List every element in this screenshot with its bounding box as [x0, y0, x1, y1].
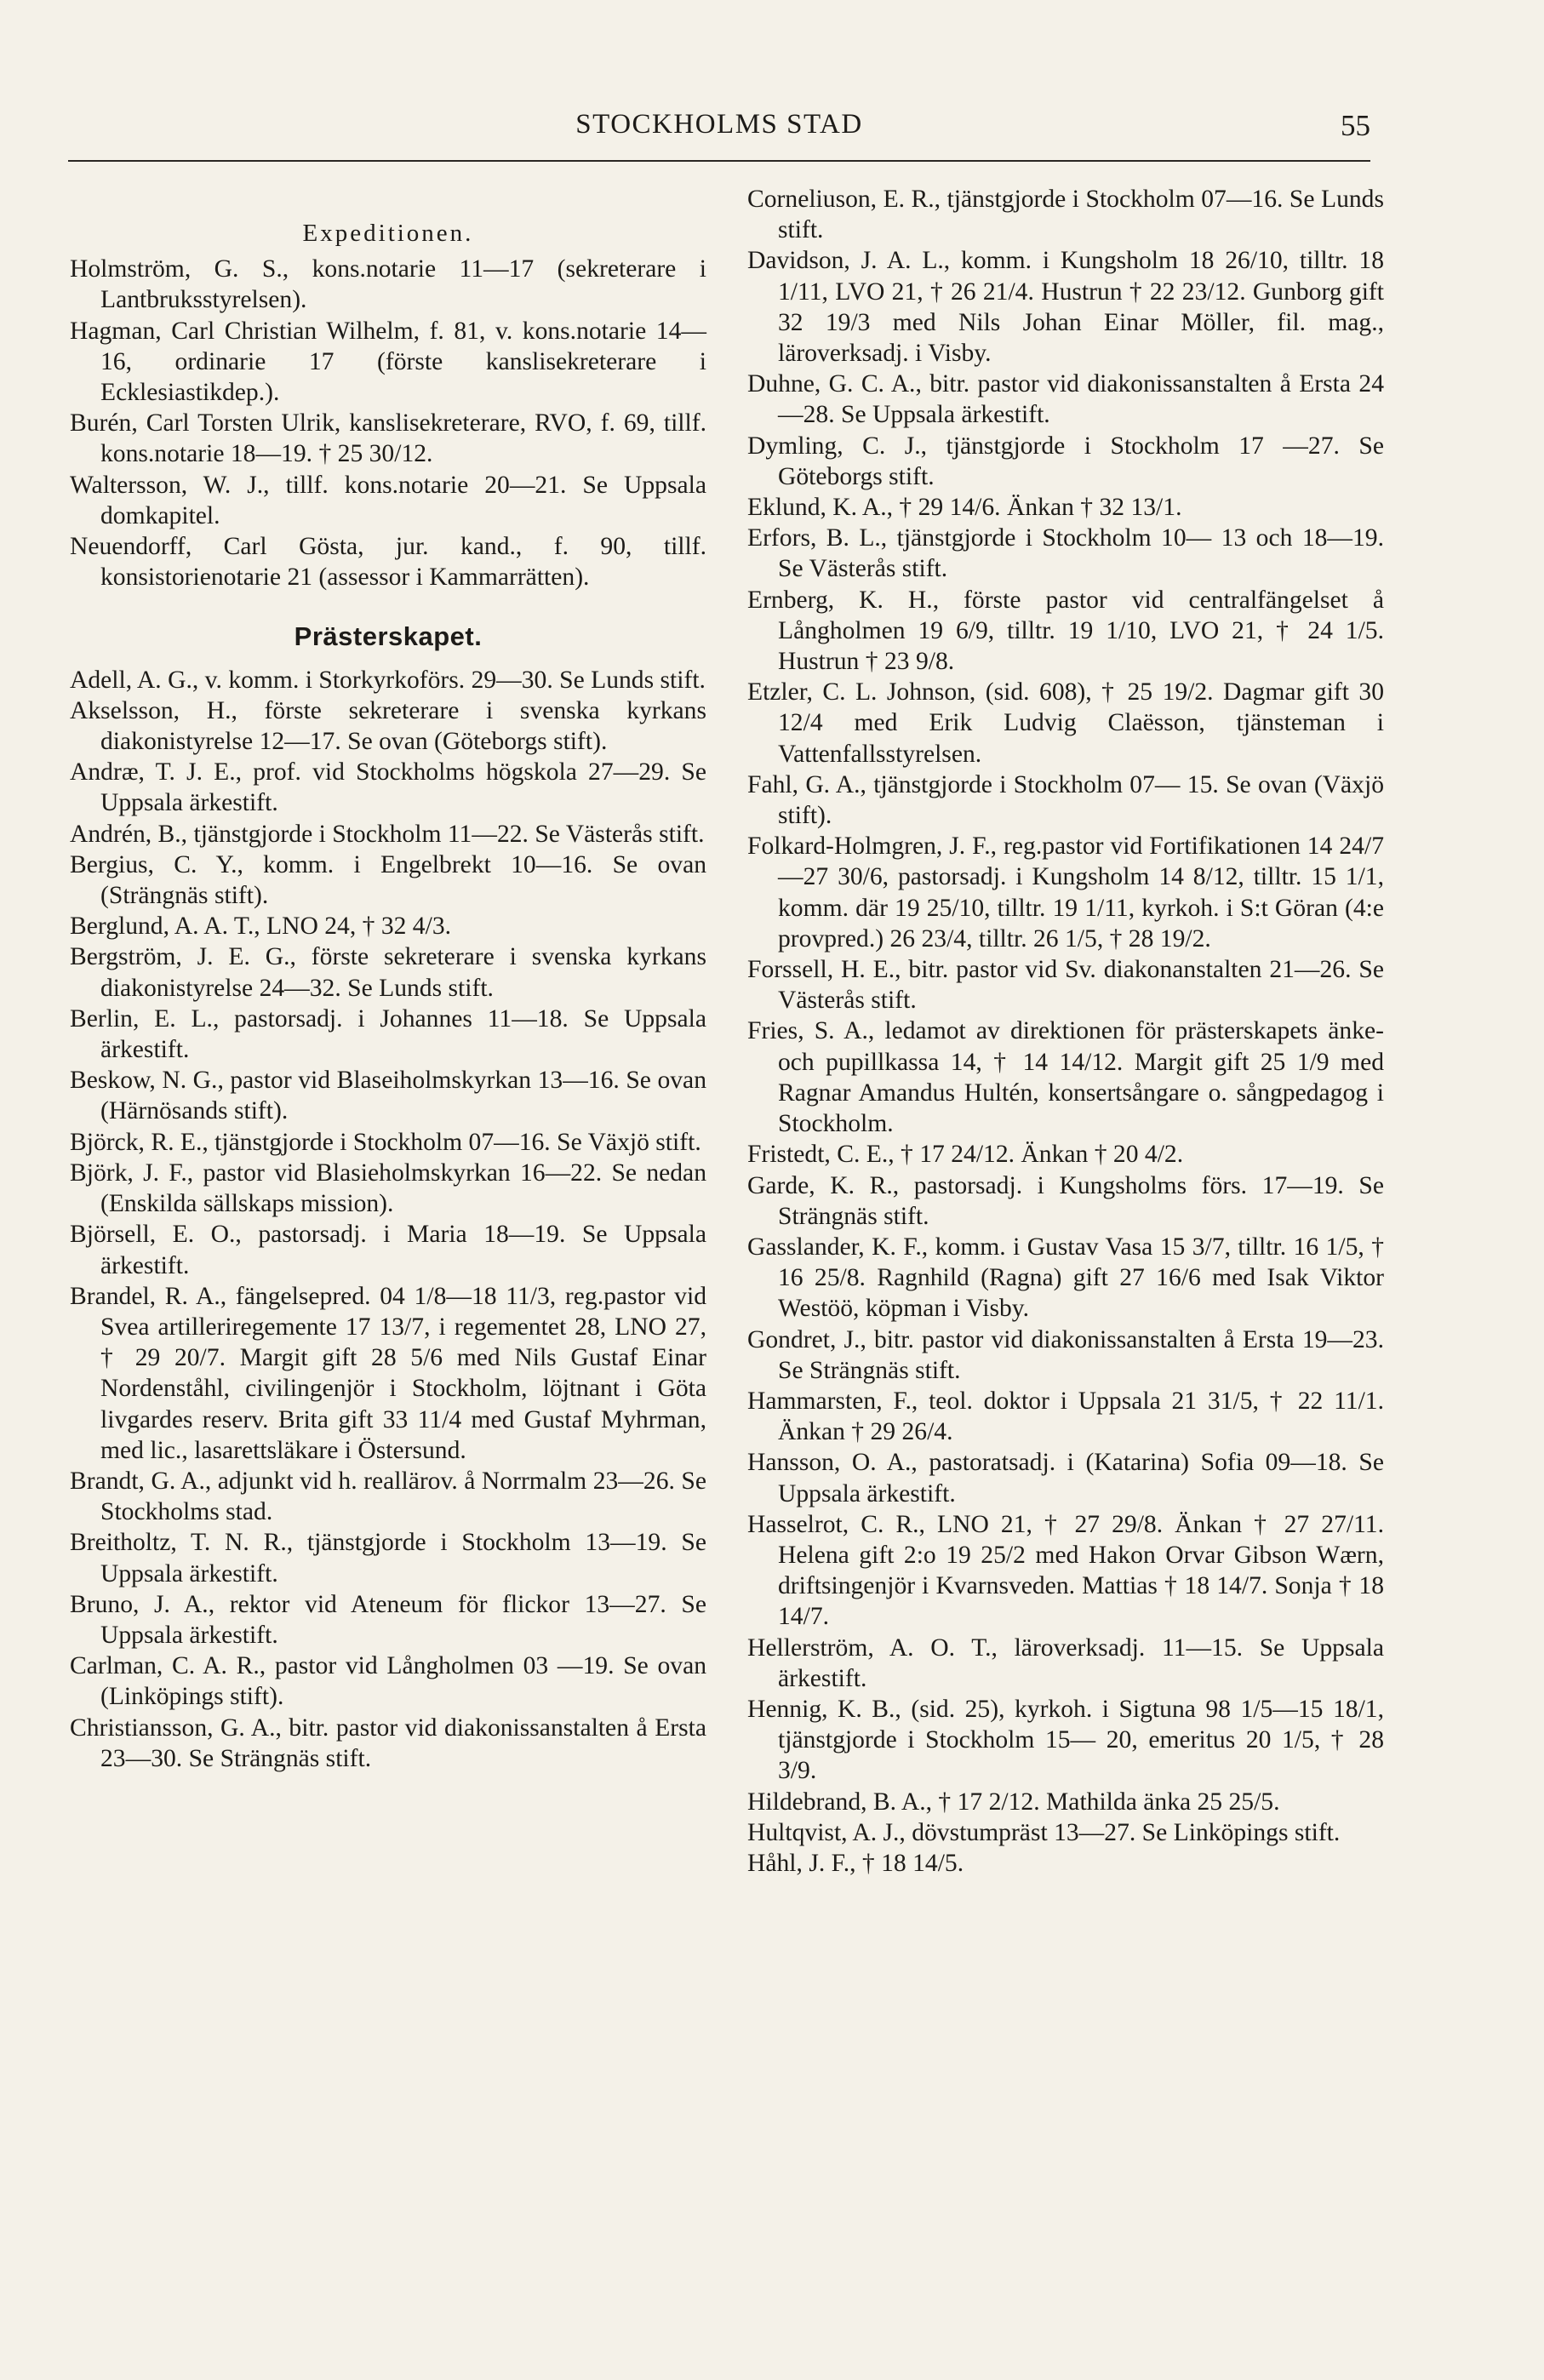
register-entry: Håhl, J. F., † 18 14/5. [747, 1849, 964, 1877]
expeditionen-entries [70, 254, 706, 592]
prasterskapet-entries [70, 665, 706, 1774]
register-entry: Hellerström, A. O. T., läroverksadj. 11—15. Se Uppsala ärkestift. [747, 1633, 1384, 1692]
register-entry: Fristedt, C. E., † 17 24/12. Änkan † 20 4/2. [747, 1141, 1184, 1169]
left-column [70, 184, 706, 1774]
register-entry: Andrén, B., tjänstgjorde i Stockholm 11—22. Se Västerås stift. [70, 820, 705, 848]
register-entry: Berlin, E. L., pastorsadj. i Johannes 11—18. Se Uppsala ärkestift. [70, 1004, 706, 1064]
register-entry: Hildebrand, B. A., † 17 2/12. Mathilda änka 25 25/5. [747, 1788, 1280, 1816]
register-entry: Bergius, C. Y., komm. i Engelbrekt 10—16. Se ovan (Strängnäs stift). [70, 850, 706, 910]
register-entry: Erfors, B. L., tjänstgjorde i Stockholm 10— 13 och 18—19. Se Västerås stift. [747, 524, 1384, 583]
register-entry: Eklund, K. A., † 29 14/6. Änkan † 32 13/1. [747, 494, 1182, 522]
register-entry: Bergström, J. E. G., förste sekreterare i svenska kyrkans diakonistyrelse 24—32. Se Lunds stift. [70, 943, 706, 1002]
header-rule [68, 160, 1370, 162]
section-heading-expeditionen: Expeditionen. [302, 220, 474, 247]
register-entry: Björck, R. E., tjänstgjorde i Stockholm 07—16. Se Växjö stift. [70, 1128, 701, 1156]
register-entry: Hultqvist, A. J., dövstumpräst 13—27. Se Linköpings stift. [747, 1818, 1341, 1846]
running-title: STOCKHOLMS STAD [575, 109, 863, 140]
register-entry: Duhne, G. C. A., bitr. pastor vid diakonissanstalten å Ersta 24—28. Se Uppsala ärkestift. [747, 370, 1384, 429]
register-entry: Ernberg, K. H., förste pastor vid centralfängelset å Långholmen 19 6/9, tilltr. 19 1/10, LVO 21, † 24 1/5. Hustrun † 23 9/8. [747, 586, 1384, 676]
section-heading-prasterskapet: Prästerskapet. [294, 621, 483, 652]
register-entry: Carlman, C. A. R., pastor vid Långholmen 03 —19. Se ovan (Linköpings stift). [70, 1652, 706, 1711]
register-entry: Beskow, N. G., pastor vid Blaseiholmskyrkan 13—16. Se ovan (Härnösands stift). [70, 1067, 706, 1125]
register-entry: Björsell, E. O., pastorsadj. i Maria 18—19. Se Uppsala ärkestift. [70, 1221, 706, 1279]
register-entry: Berglund, A. A. T., LNO 24, † 32 4/3. [70, 913, 452, 941]
right-column [747, 184, 1384, 1879]
register-entry: Gondret, J., bitr. pastor vid diakonissanstalten å Ersta 19—23. Se Strängnäs stift. [747, 1325, 1384, 1384]
register-entry: Breitholtz, T. N. R., tjänstgjorde i Stockholm 13—19. Se Uppsala ärkestift. [70, 1529, 706, 1588]
register-entry: Forssell, H. E., bitr. pastor vid Sv. diakonanstalten 21—26. Se Västerås stift. [747, 956, 1384, 1015]
register-entry: Burén, Carl Torsten Ulrik, kanslisekreterare, RVO, f. 69, tillf. kons.notarie 18—19. † 25 30/12. [70, 409, 706, 468]
right-entries [747, 184, 1384, 1879]
register-entry: Folkard-Holmgren, J. F., reg.pastor vid Fortifikationen 14 24/7—27 30/6, pastorsadj. i Kungsholm 14 8/12, tilltr. 15 1/1, komm. där 19 25/10, tilltr. 19 1/11, kyrkoh. i S:t Göran (4:e provpred.) 26 23/4, tilltr. 26 1/5, † 28 19/2. [747, 832, 1384, 953]
register-entry: Holmström, G. S., kons.notarie 11—17 (sekreterare i Lantbruksstyrelsen). [70, 255, 706, 314]
register-entry: Hammarsten, F., teol. doktor i Uppsala 21 31/5, † 22 11/1. Änkan † 29 26/4. [747, 1387, 1384, 1446]
register-entry: Hansson, O. A., pastoratsadj. i (Katarina) Sofia 09—18. Se Uppsala ärkestift. [747, 1449, 1384, 1508]
register-entry: Bruno, J. A., rektor vid Ateneum för flickor 13—27. Se Uppsala ärkestift. [70, 1590, 706, 1649]
register-entry: Andræ, T. J. E., prof. vid Stockholms högskola 27—29. Se Uppsala ärkestift. [70, 758, 706, 817]
register-entry: Davidson, J. A. L., komm. i Kungsholm 18 26/10, tilltr. 18 1/11, LVO 21, † 26 21/4. Hustrun † 22 23/12. Gunborg gift 32 19/3 med Nils Johan Einar Möller, fil. mag., läroverksadj. i Visby. [747, 247, 1384, 368]
register-entry: Hagman, Carl Christian Wilhelm, f. 81, v. kons.notarie 14—16, ordinarie 17 (förste kanslisekreterare i Ecklesiastikdep.). [70, 317, 706, 407]
register-entry: Adell, A. G., v. komm. i Storkyrkoförs. 29—30. Se Lunds stift. [70, 666, 706, 694]
register-entry: Brandel, R. A., fängelsepred. 04 1/8—18 11/3, reg.pastor vid Svea artilleriregemente 17 13/7, i regementet 28, LNO 27, † 29 20/7. Margit gift 28 5/6 med Nils Gustaf Einar Nordenståhl, civilingenjör i Stockholm, löjtnant i Göta livgardes reserv. Brita gift 33 11/4 med Gustaf Myhrman, med lic., lasarettsläkare i Östersund. [70, 1282, 706, 1464]
register-entry: Neuendorff, Carl Gösta, jur. kand., f. 90, tillf. konsistorienotarie 21 (assessor i Kammarrätten). [70, 533, 706, 592]
register-entry: Dymling, C. J., tjänstgjorde i Stockholm 17 —27. Se Göteborgs stift. [747, 432, 1384, 490]
register-entry: Fahl, G. A., tjänstgjorde i Stockholm 07— 15. Se ovan (Växjö stift). [747, 770, 1384, 830]
page-header [68, 109, 1370, 153]
page-number: 55 [1341, 109, 1370, 142]
register-entry: Christiansson, G. A., bitr. pastor vid diakonissanstalten å Ersta 23—30. Se Strängnäs stift. [70, 1713, 706, 1772]
register-entry: Akselsson, H., förste sekreterare i svenska kyrkans diakonistyrelse 12—17. Se ovan (Göteborgs stift). [70, 696, 706, 756]
register-entry: Hennig, K. B., (sid. 25), kyrkoh. i Sigtuna 98 1/5—15 18/1, tjänstgjorde i Stockholm 15— 20, emeritus 20 1/5, † 28 3/9. [747, 1695, 1384, 1785]
register-entry: Fries, S. A., ledamot av direktionen för prästerskapets änke- och pupillkassa 14, † 14 14/12. Margit gift 25 1/9 med Ragnar Amandus Hultén, konsertsångare o. sångpedagog i Stockholm. [747, 1017, 1384, 1138]
register-entry: Waltersson, W. J., tillf. kons.notarie 20—21. Se Uppsala domkapitel. [70, 471, 706, 529]
register-entry: Corneliuson, E. R., tjänstgjorde i Stockholm 07—16. Se Lunds stift. [747, 186, 1384, 244]
register-entry: Hasselrot, C. R., LNO 21, † 27 29/8. Änkan † 27 27/11. Helena gift 2:o 19 25/2 med Hakon Orvar Gibson Wærn, driftsingenjör i Kvarnsveden. Mattias † 18 14/7. Sonja † 18 14/7. [747, 1510, 1384, 1631]
register-entry: Gasslander, K. F., komm. i Gustav Vasa 15 3/7, tilltr. 16 1/5, † 16 25/8. Ragnhild (Ragna) gift 27 16/6 med Isak Viktor Westöö, köpman i Visby. [747, 1233, 1384, 1323]
register-entry: Etzler, C. L. Johnson, (sid. 608), † 25 19/2. Dagmar gift 30 12/4 med Erik Ludvig Claësson, tjänsteman i Vattenfallsstyrelsen. [747, 678, 1384, 768]
register-entry: Björk, J. F., pastor vid Blasieholmskyrkan 16—22. Se nedan (Enskilda sällskaps mission). [70, 1159, 706, 1218]
register-entry: Garde, K. R., pastorsadj. i Kungsholms förs. 17—19. Se Strängnäs stift. [747, 1171, 1384, 1230]
register-entry: Brandt, G. A., adjunkt vid h. reallärov. å Norrmalm 23—26. Se Stockholms stad. [70, 1467, 706, 1526]
